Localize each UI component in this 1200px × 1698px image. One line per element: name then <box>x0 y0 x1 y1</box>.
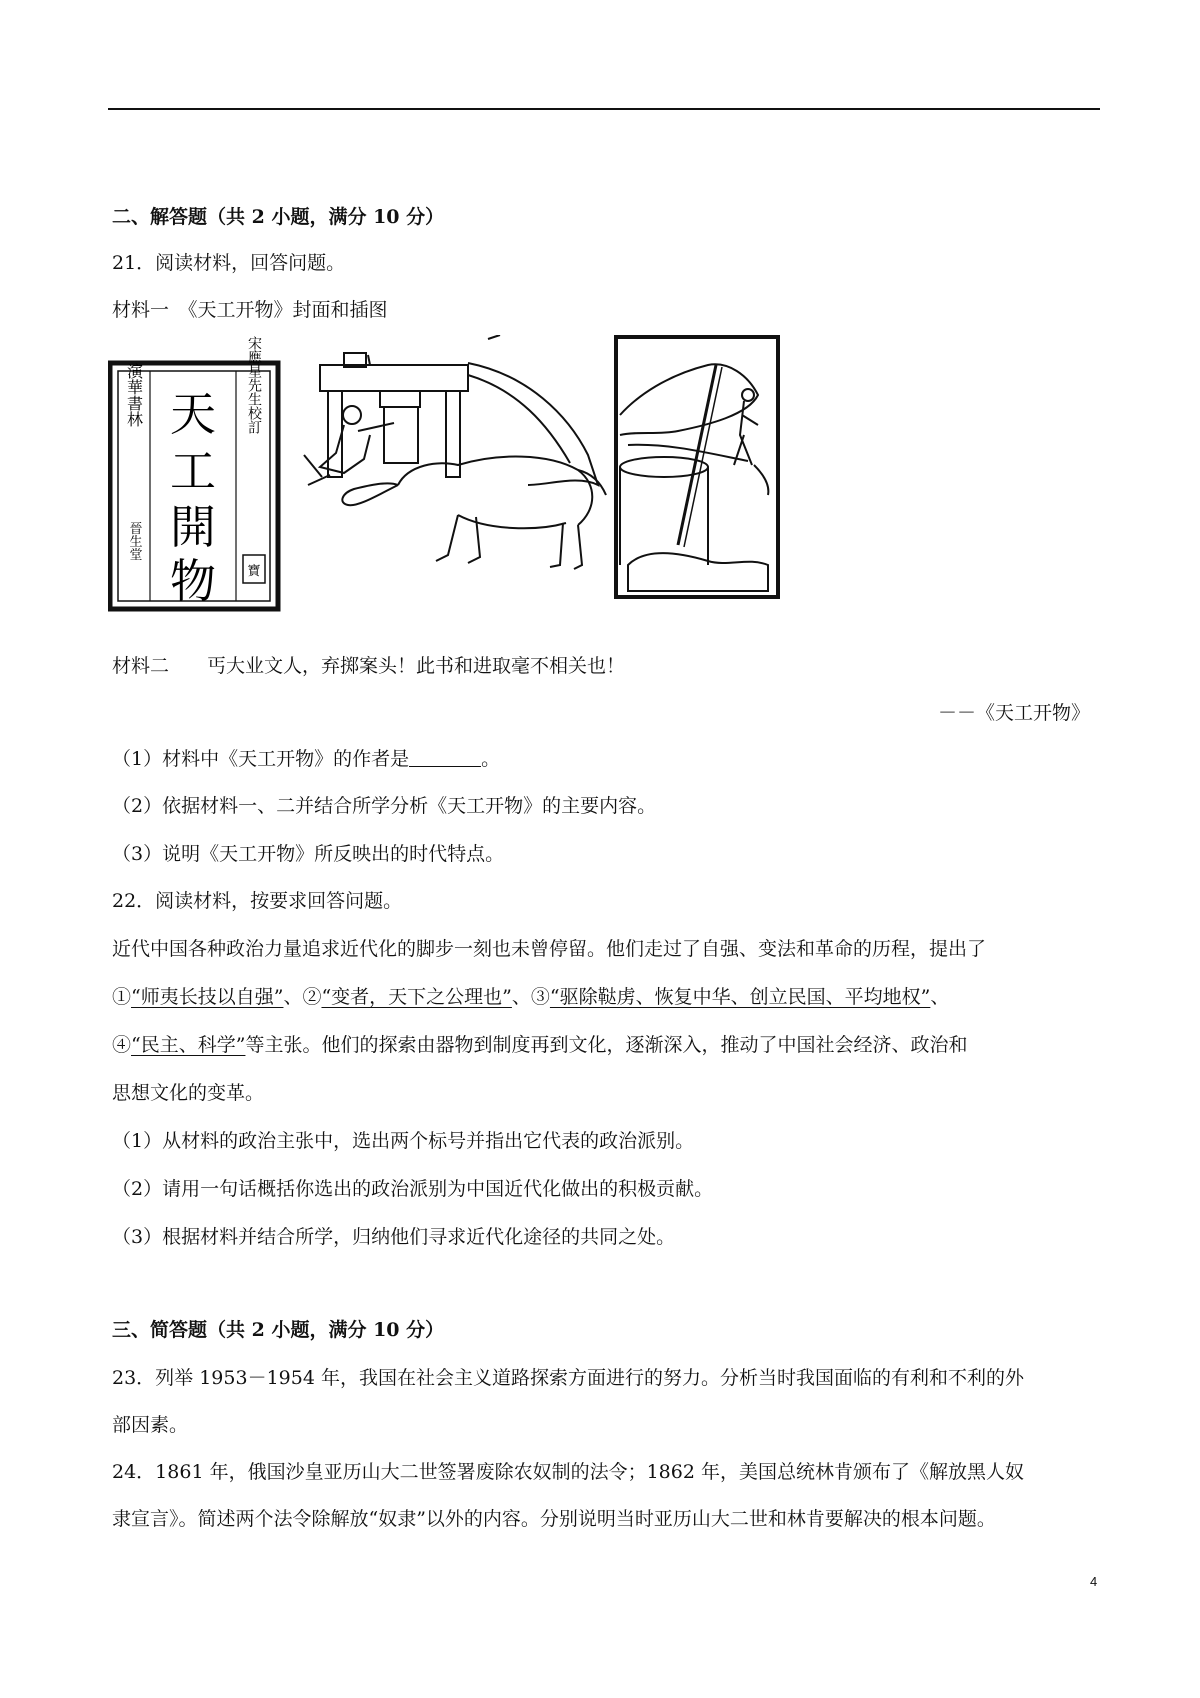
q24-line2: 隶宣言》。简述两个法令除解放“奴隶”以外的内容。分别说明当时亚历山大二世和林肯要解决的根本问题。 <box>112 1508 996 1530</box>
sep-2: 、② <box>283 986 322 1008</box>
page-number: 4 <box>1090 1574 1098 1589</box>
answer-blank[interactable] <box>409 748 481 767</box>
q23-line2: 部因素。 <box>112 1414 189 1436</box>
q21-sub1-text: （1）材料中《天工开物》的作者是 <box>112 748 410 770</box>
quote-1: “师夷长技以自强” <box>131 986 284 1008</box>
section3-title: 三、简答题（共 2 小题，满分 10 分） <box>112 1319 445 1341</box>
sep-end: 、 <box>930 986 950 1008</box>
q21-material2-source: －－《天工开物》 <box>937 702 1090 724</box>
q22-sub2: （2）请用一句话概括你选出的政治派别为中国近代化做出的积极贡献。 <box>112 1178 714 1200</box>
cover-left-column: 演華書林 <box>124 363 144 427</box>
q22-sub1: （1）从材料的政治主张中，选出两个标号并指出它代表的政治派别。 <box>112 1130 695 1152</box>
q21-material2: 材料二 丐大业文人，弃掷案头！此书和进取毫不相关也！ <box>112 655 626 677</box>
q22-stem: 22．阅读材料，按要求回答问题。 <box>112 890 403 912</box>
para-rest: 等主张。他们的探索由器物到制度再到文化，逐渐深入，推动了中国社会经济、政治和 <box>245 1034 968 1056</box>
quote-4: “民主、科学” <box>131 1034 246 1056</box>
q22-sub3: （3）根据材料并结合所学，归纳他们寻求近代化途径的共同之处。 <box>112 1226 676 1248</box>
ox-mill-illustration <box>304 335 606 569</box>
q21-stem: 21．阅读材料，回答问题。 <box>112 252 346 274</box>
marker-1: ① <box>112 986 132 1008</box>
q22-para-line2 <box>112 985 949 1009</box>
cover-seal-text: 寶 <box>247 564 261 579</box>
q21-sub1 <box>112 747 500 771</box>
q22-para-line4: 思想文化的变革。 <box>112 1082 265 1104</box>
book-cover-image <box>110 336 278 609</box>
header-rule <box>108 108 1100 110</box>
q22-para-line1: 近代中国各种政治力量追求近代化的脚步一刻也未曾停留。他们走过了自强、变法和革命的历程，提出了 <box>112 938 987 960</box>
q23-line1: 23．列举 1953－1954 年，我国在社会主义道路探索方面进行的努力。分析当时我国面临的有利和不利的外 <box>112 1367 1024 1389</box>
q21-material1-label: 材料一 《天工开物》封面和插图 <box>112 299 388 321</box>
cover-left-bottom: 晉生堂 <box>126 521 142 561</box>
well-lifting-illustration <box>616 337 778 597</box>
quote-3: “驱除鞑虏、恢复中华、创立民国、平均地权” <box>549 986 931 1008</box>
section2-title: 二、解答题（共 2 小题，满分 10 分） <box>112 206 445 228</box>
q21-sub1-end: 。 <box>481 748 501 770</box>
q22-para-line3 <box>112 1033 967 1057</box>
figure-illustrations <box>108 335 856 635</box>
tiangong-kaiwu-figure <box>108 335 856 635</box>
quote-2: “变者，天下之公理也” <box>321 986 512 1008</box>
cover-title-char: 工 <box>170 444 216 498</box>
q24-line1: 24．1861 年，俄国沙皇亚历山大二世签署废除农奴制的法令；1862 年，美国总统林肯颁布了《解放黑人奴 <box>112 1461 1024 1483</box>
cover-right-column: 宋應星先生校訂 <box>246 336 262 434</box>
q21-sub2: （2）依据材料一、二并结合所学分析《天工开物》的主要内容。 <box>112 795 657 817</box>
marker-4: ④ <box>112 1034 132 1056</box>
cover-title-char: 物 <box>170 554 216 608</box>
q21-sub3: （3）说明《天工开物》所反映出的时代特点。 <box>112 843 505 865</box>
cover-title-char: 天 <box>170 387 216 441</box>
sep-3: 、③ <box>511 986 550 1008</box>
cover-title-char: 開 <box>170 500 216 554</box>
